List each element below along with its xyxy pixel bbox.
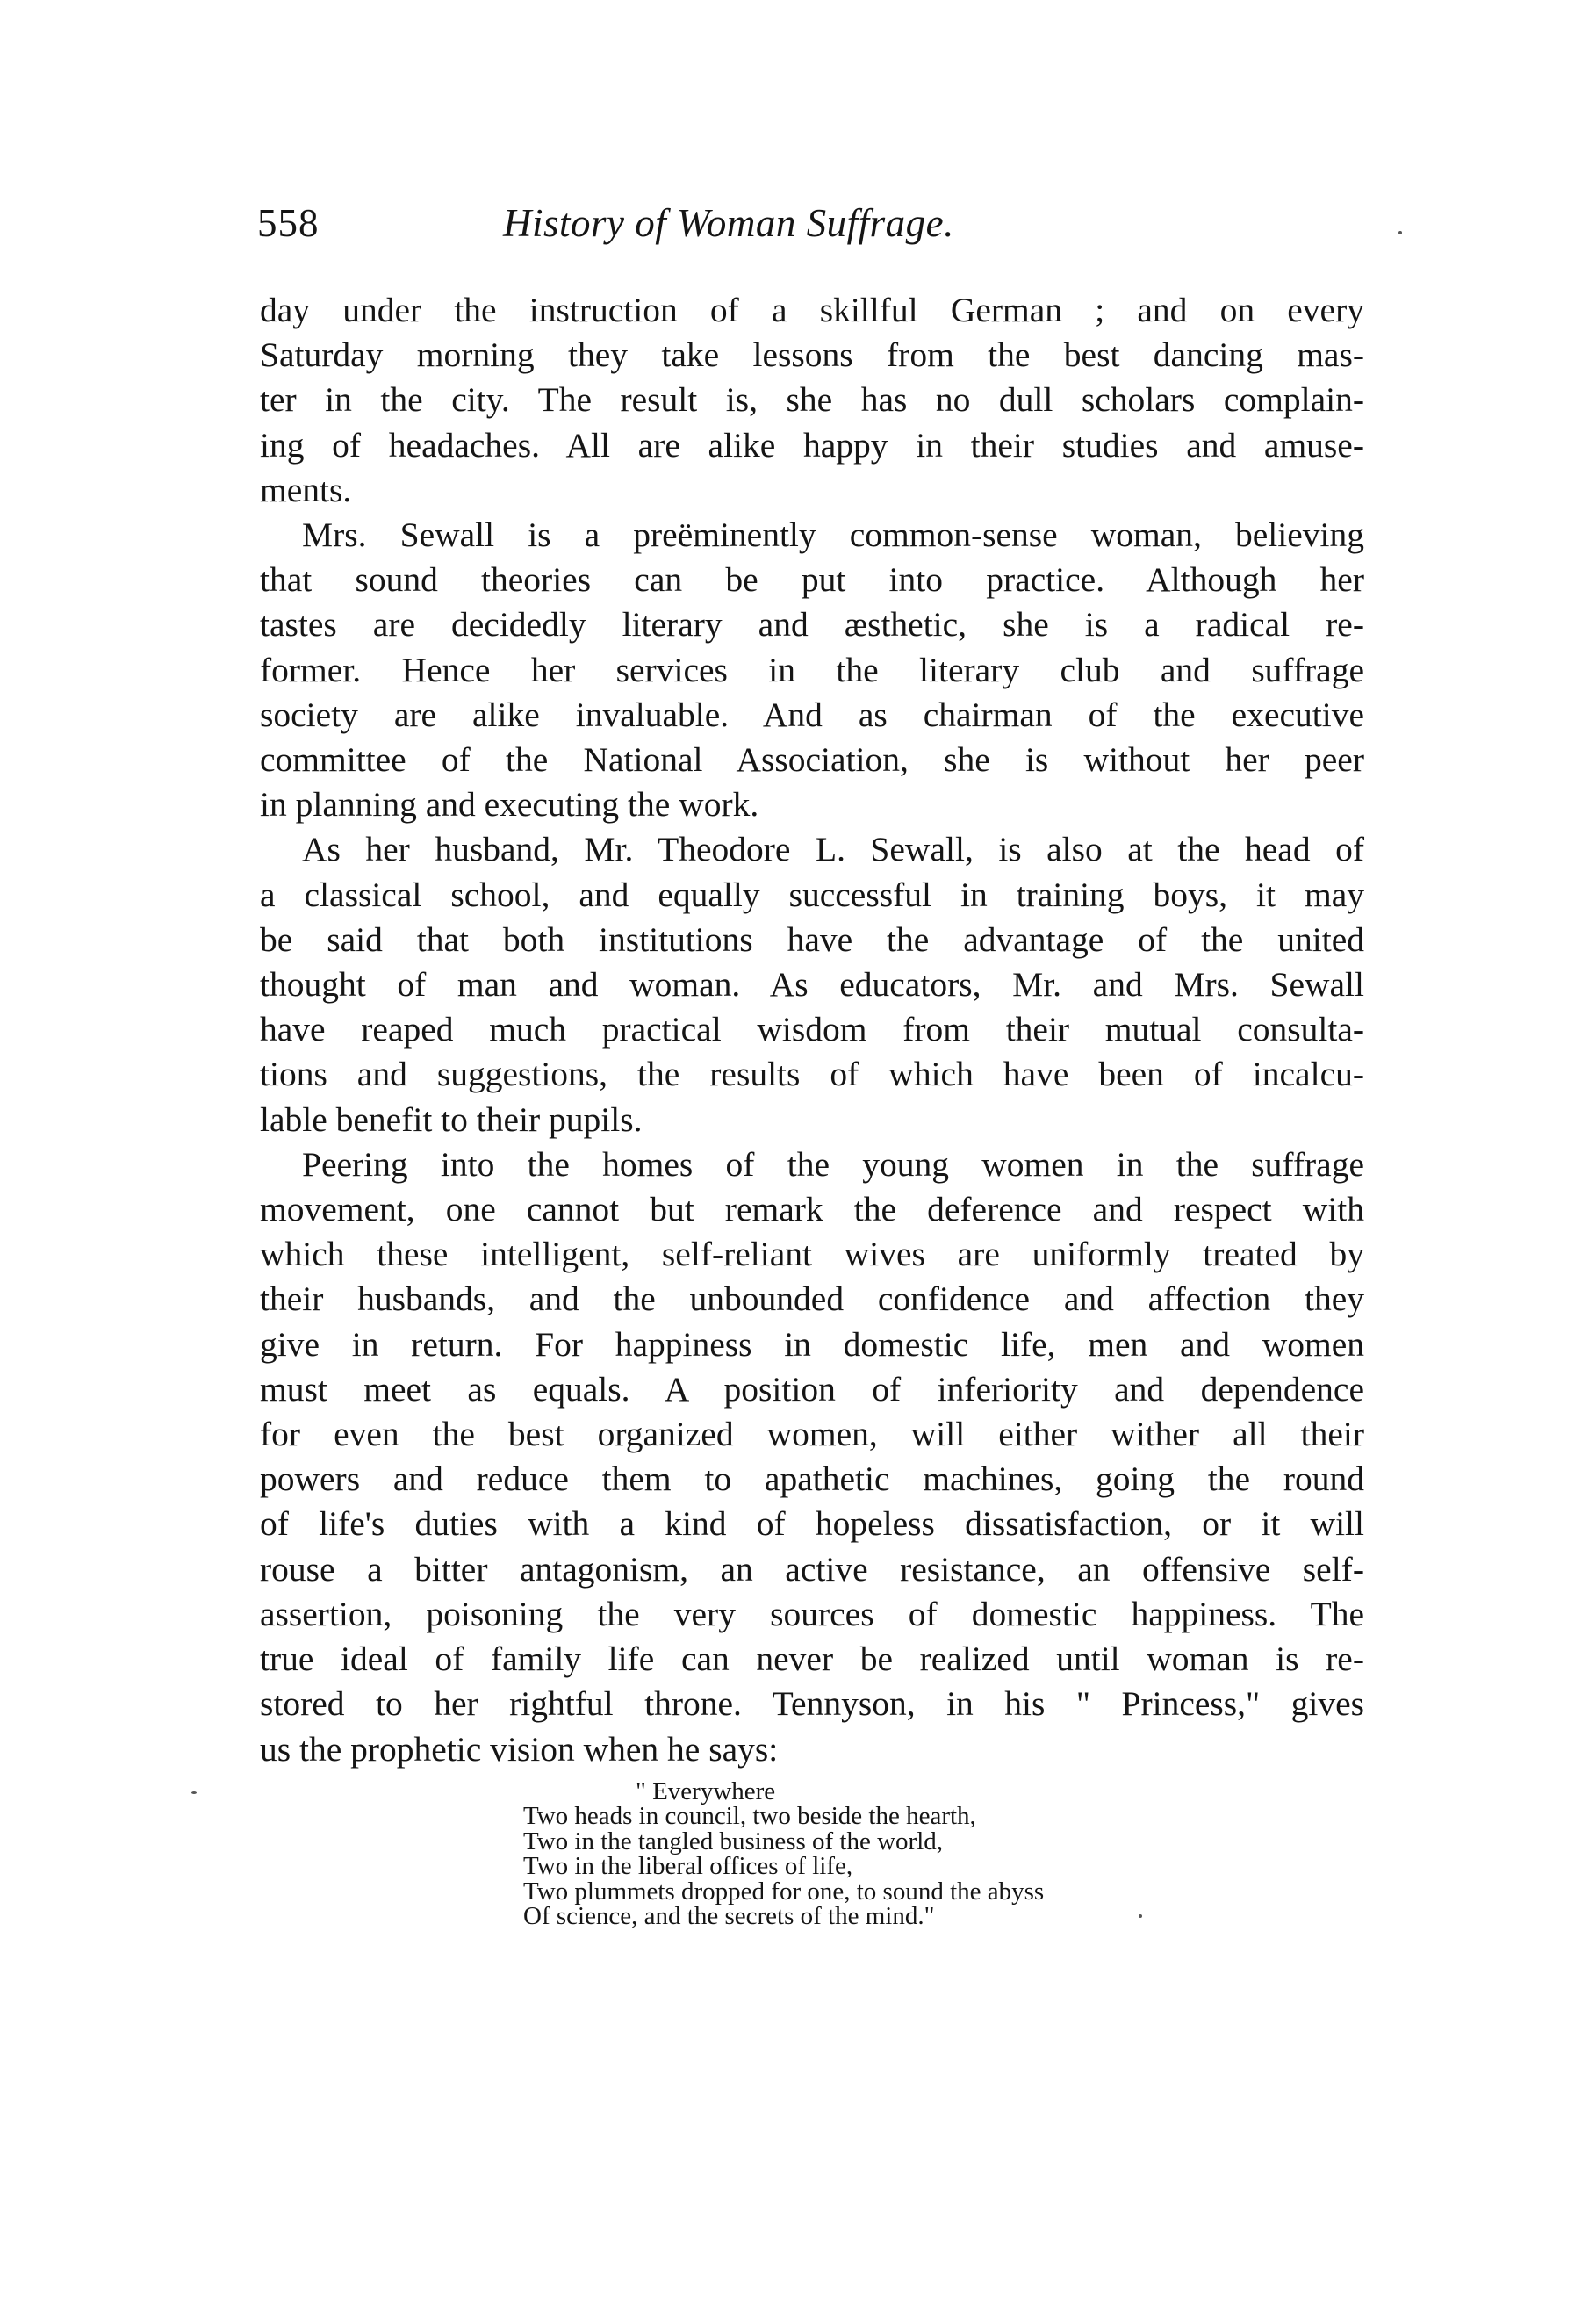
poem-line: Two heads in council, two beside the hearth, — [523, 1802, 976, 1831]
text-line: be said that both institutions have the advantage of the united — [260, 919, 1364, 959]
text-line: a classical school, and equally successful in training boys, it may — [260, 875, 1364, 914]
text-line: ing of headaches. All are alike happy in their studies and amuse- — [260, 425, 1364, 465]
text-line: for even the best organized women, will either wither all their — [260, 1415, 1364, 1454]
text-line: rouse a bitter antagonism, an active resistance, an offensive self- — [260, 1549, 1364, 1589]
text-line: ter in the city. The result is, she has no dull scholars complain- — [260, 380, 1364, 420]
text-line: true ideal of family life can never be realized until woman is re- — [260, 1639, 1364, 1679]
text-line: Mrs. Sewall is a preëminently common-sense woman, believing — [302, 515, 1364, 555]
text-line: ments. — [260, 470, 352, 509]
text-line: thought of man and woman. As educators, Mr. and Mrs. Sewall — [260, 965, 1364, 1005]
text-line: former. Hence her services in the literary club and suffrage — [260, 650, 1364, 689]
poem-quotation — [523, 1777, 1190, 1931]
text-line: society are alike invaluable. And as chairman of the executive — [260, 695, 1364, 734]
scan-speck — [1139, 1914, 1142, 1918]
text-line: in planning and executing the work. — [260, 785, 759, 825]
text-line: day under the instruction of a skillful German ; and on every — [260, 291, 1364, 329]
text-line: of life's duties with a kind of hopeless dissatisfaction, or it will — [260, 1504, 1364, 1544]
text-line: which these intelligent, self-reliant wives are uniformly treated by — [260, 1235, 1364, 1274]
paragraph-2 — [260, 513, 1364, 827]
poem-line: Two in the tangled business of the world, — [523, 1827, 944, 1856]
paragraph-4 — [260, 1142, 1364, 1772]
scan-speck — [1398, 231, 1402, 234]
text-line: us the prophetic vision when he says: — [260, 1729, 779, 1769]
poem-line: Two in the liberal offices of life, — [523, 1852, 853, 1881]
paragraph-3 — [260, 827, 1364, 1142]
text-line: give in return. For happiness in domestic life, men and women — [260, 1324, 1364, 1364]
text-line: that sound theories can be put into practice. Although her — [260, 560, 1364, 600]
poem-line: " Everywhere — [636, 1777, 776, 1805]
body-text — [260, 288, 1364, 1772]
text-line: stored to her rightful throne. Tennyson, in his " Princess," gives — [260, 1684, 1364, 1724]
poem-line: Two plummets dropped for one, to sound the abyss — [523, 1877, 1045, 1906]
text-line: As her husband, Mr. Theodore L. Sewall, is also at the head of — [302, 830, 1364, 869]
scan-speck — [191, 1791, 197, 1794]
text-line: lable benefit to their pupils. — [260, 1099, 643, 1139]
page-header — [257, 195, 1365, 251]
page-number: 558 — [257, 201, 320, 245]
text-line: Saturday morning they take lessons from the best dancing mas- — [260, 335, 1364, 375]
text-line: powers and reduce them to apathetic machines, going the round — [260, 1459, 1364, 1499]
text-line: must meet as equals. A position of inferiority and dependence — [260, 1369, 1364, 1409]
text-line: Peering into the homes of the young women in the suffrage — [302, 1144, 1364, 1184]
running-title: History of Woman Suffrage. — [503, 201, 954, 245]
text-line: tastes are decidedly literary and æsthetic, she is a radical re- — [260, 605, 1364, 645]
text-line: tions and suggestions, the results of which have been of incalcu- — [260, 1055, 1364, 1094]
poem-line: Of science, and the secrets of the mind." — [523, 1902, 935, 1931]
text-line: assertion, poisoning the very sources of domestic happiness. The — [260, 1594, 1364, 1633]
text-line: committee of the National Association, she is without her peer — [260, 740, 1364, 780]
paragraph-1 — [260, 288, 1364, 513]
text-line: their husbands, and the unbounded confidence and affection they — [260, 1279, 1364, 1319]
text-line: movement, one cannot but remark the deference and respect with — [260, 1190, 1364, 1229]
text-line: have reaped much practical wisdom from their mutual consulta- — [260, 1010, 1364, 1049]
